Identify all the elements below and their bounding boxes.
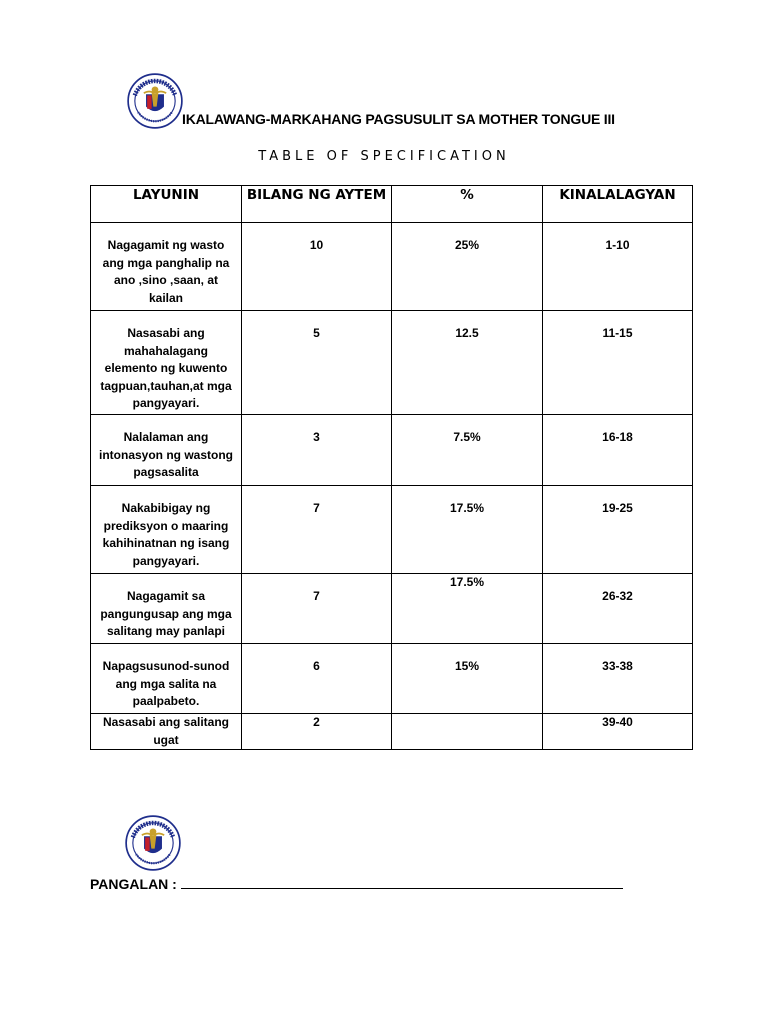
header-bilang-ng-aytem: BILANG NG AYTEM bbox=[242, 186, 392, 223]
cell-kinalalagyan: 19-25 bbox=[543, 486, 693, 574]
cell-layunin: Nalalaman ang intonasyon ng wastong pagsasalita bbox=[91, 415, 242, 486]
cell-percent: 17.5% bbox=[392, 486, 543, 574]
cell-layunin: Nakabibigay ng prediksyon o maaring kahihinatnan ng isang pangyayari. bbox=[91, 486, 242, 574]
cell-bilang: 5 bbox=[242, 311, 392, 415]
cell-layunin: Nasasabi ang mahahalagang elemento ng kuwento tagpuan,tauhan,at mga pangyayari. bbox=[91, 311, 242, 415]
cell-percent bbox=[392, 574, 543, 644]
cell-kinalalagyan: 16-18 bbox=[543, 415, 693, 486]
cell-percent: 25% bbox=[392, 223, 543, 311]
cell-percent: 7.5% bbox=[392, 415, 543, 486]
document-title: IKALAWANG-MARKAHANG PAGSUSULIT SA MOTHER TONGUE III bbox=[182, 111, 615, 127]
cell-bilang: 2 bbox=[242, 714, 392, 750]
header-kinalalagyan: KINALALAGYAN bbox=[543, 186, 693, 223]
cell-kinalalagyan: 33-38 bbox=[543, 644, 693, 714]
deped-seal-icon bbox=[127, 73, 183, 129]
cell-bilang: 6 bbox=[242, 644, 392, 714]
table-title: TABLE OF SPECIFICATION bbox=[258, 149, 510, 164]
table-row bbox=[91, 311, 693, 415]
cell-kinalalagyan: 11-15 bbox=[543, 311, 693, 415]
specification-table bbox=[90, 185, 693, 750]
header-percent: % bbox=[392, 186, 543, 223]
table-row bbox=[91, 644, 693, 714]
name-field-row bbox=[90, 874, 623, 892]
table-header-row bbox=[91, 186, 693, 223]
cell-bilang: 3 bbox=[242, 415, 392, 486]
cell-bilang: 7 bbox=[242, 486, 392, 574]
cell-kinalalagyan: 1-10 bbox=[543, 223, 693, 311]
deped-seal-icon-graphic bbox=[125, 815, 181, 871]
cell-percent: 12.5 bbox=[392, 311, 543, 415]
cell-layunin: Nasasabi ang salitang ugat bbox=[91, 714, 242, 750]
cell-layunin: Nagagamit sa pangungusap ang mga salitang may panlapi bbox=[91, 574, 242, 644]
cell-layunin: Napagsusunod-sunod ang mga salita na paalpabeto. bbox=[91, 644, 242, 714]
deped-seal-icon bbox=[125, 815, 181, 871]
cell-bilang: 7 bbox=[242, 574, 392, 644]
name-label: PANGALAN : bbox=[90, 876, 177, 892]
cell-layunin: Nagagamit ng wasto ang mga panghalip na ano ,sino ,saan, at kailan bbox=[91, 223, 242, 311]
cell-kinalalagyan: 39-40 bbox=[543, 714, 693, 750]
cell-bilang: 10 bbox=[242, 223, 392, 311]
table-row bbox=[91, 574, 693, 644]
table-row bbox=[91, 714, 693, 750]
name-blank-line[interactable] bbox=[181, 874, 623, 889]
cell-percent-text: 17.5% bbox=[449, 575, 485, 589]
cell-percent bbox=[392, 714, 543, 750]
table-row bbox=[91, 415, 693, 486]
cell-kinalalagyan: 26-32 bbox=[543, 574, 693, 644]
deped-seal-icon-graphic bbox=[127, 73, 183, 129]
table-row bbox=[91, 486, 693, 574]
header-layunin: LAYUNIN bbox=[91, 186, 242, 223]
table-row bbox=[91, 223, 693, 311]
cell-percent: 15% bbox=[392, 644, 543, 714]
